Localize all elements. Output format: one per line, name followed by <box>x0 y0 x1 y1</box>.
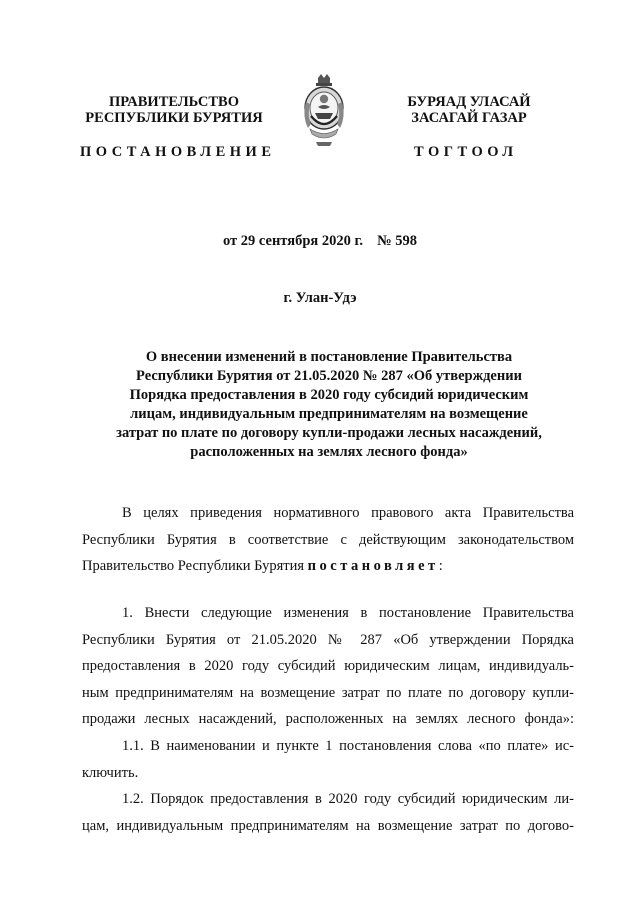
government-name-ru-line1: ПРАВИТЕЛЬСТВО <box>109 94 239 110</box>
decree-label-ru: ПОСТАНОВЛЕНИЕ <box>80 144 276 160</box>
preamble-subject: Правительство Республики Бурятия <box>82 558 308 574</box>
title-line: О внесении изменений в постановление Правительства <box>145 349 513 365</box>
title-line: лицам, индивидуальным предпринимателям на возмещение <box>130 406 528 422</box>
coat-of-arms-icon <box>296 72 352 162</box>
body-line: ным предпринимателям на возмещение затрат по плате по договору купли- <box>82 684 574 701</box>
body-line: ключить. <box>82 764 139 781</box>
government-name-bua <box>384 94 554 126</box>
government-name-ru <box>74 94 274 126</box>
title-line: Республики Бурятия от 21.05.2020 № 287 «Об утверждении <box>136 368 522 384</box>
document-title <box>86 348 572 462</box>
government-name-bua-line2: ЗАСАГАЙ ГАЗАР <box>411 110 527 126</box>
item-1-paragraph <box>82 600 574 733</box>
body-line: цам, индивидуальным предпринимателям на возмещение затрат по догово- <box>82 817 574 834</box>
body-line: 1. Внести следующие изменения в постановление Правительства <box>122 605 574 621</box>
date-number-line <box>0 233 640 250</box>
government-name-bua-line1: БУРЯАД УЛАСАЙ <box>407 94 531 110</box>
body-line: Республики Бурятия в соответствие с действующим законодательством <box>82 531 574 548</box>
decree-number: № 598 <box>377 233 418 249</box>
item-1-1-paragraph <box>82 733 574 786</box>
resolves-keyword: постановляет <box>307 558 439 574</box>
body-line: предоставления в 2020 году субсидий юридическим лицам, индивидуаль- <box>82 658 574 674</box>
item-1-2-paragraph <box>82 786 574 839</box>
title-line: расположенных на землях лесного фонда» <box>190 444 468 460</box>
decree-label-bua: ТОГТООЛ <box>414 144 518 160</box>
title-line: Порядка предоставления в 2020 году субсидий юридическим <box>129 387 529 403</box>
body-line: В целях приведения нормативного правового акта Правительства <box>122 505 574 521</box>
body-line: продажи лесных насаждений, расположенных на землях лесного фонда»: <box>82 711 574 727</box>
body-line: 1.1. В наименовании и пункте 1 постановления слова «по плате» ис- <box>122 738 574 754</box>
preamble-paragraph <box>82 500 574 580</box>
title-line: затрат по плате по договору купли-продажи лесных насаждений, <box>116 425 542 441</box>
body-line: 1.2. Порядок предоставления в 2020 году субсидий юридическим ли- <box>122 791 574 807</box>
city: г. Улан-Удэ <box>283 290 357 306</box>
decree-date: от 29 сентября 2020 г. <box>222 233 364 249</box>
government-name-ru-line2: РЕСПУБЛИКИ БУРЯТИЯ <box>85 110 263 126</box>
preamble-colon: : <box>438 558 443 574</box>
body-line <box>82 553 574 580</box>
body-line: Республики Бурятия от 21.05.2020 № 287 «Об утверждении Порядка <box>82 631 574 648</box>
